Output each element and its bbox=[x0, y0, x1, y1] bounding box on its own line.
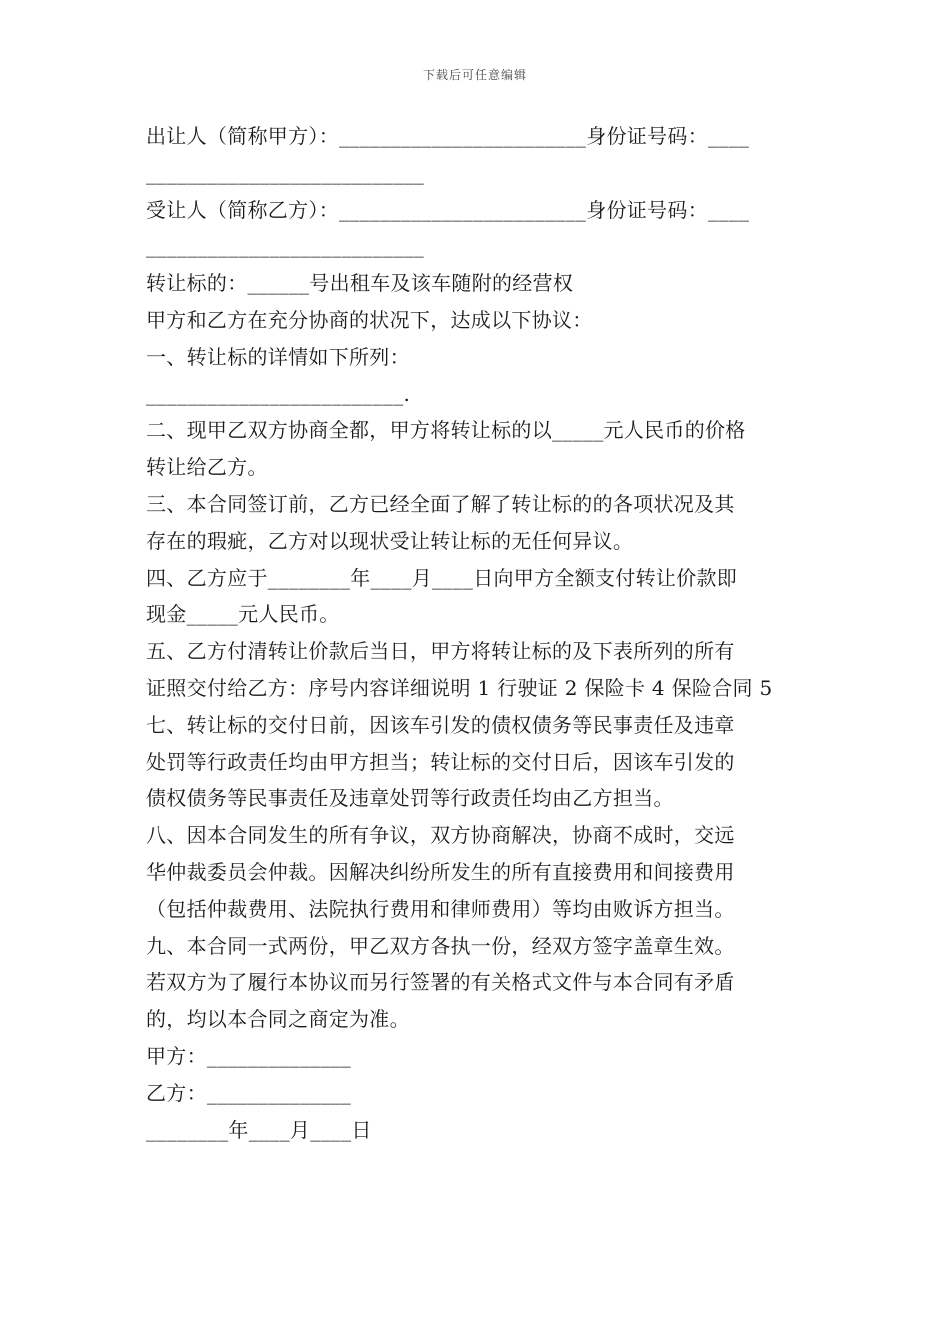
buyer-id-blank: ___________________________ bbox=[146, 234, 425, 259]
clause-7-line-1: 七、转让标的交付日前，因该车引发的债权债务等民事责任及违章 bbox=[146, 712, 735, 737]
clause-7-line-3: 债权债务等民事责任及违章处罚等行政责任均由乙方担当。 bbox=[146, 786, 674, 811]
clause-8-line-1: 八、因本合同发生的所有争议，双方协商解决，协商不成时，交远 bbox=[146, 823, 735, 848]
seller-id-blank: ___________________________ bbox=[146, 160, 425, 185]
page-header: 下载后可任意编辑 bbox=[422, 68, 527, 82]
clause-7-line-2: 处罚等行政责任均由甲方担当；转让标的交付日后，因该车引发的 bbox=[146, 749, 735, 774]
clause-9-line-2: 若双方为了履行本协议而另行签署的有关格式文件与本合同有矛盾 bbox=[146, 970, 735, 995]
clause-2-line-1: 二、现甲乙双方协商全都，甲方将转让标的以_____元人民币的价格 bbox=[146, 418, 746, 443]
clause-8-line-2: 华仲裁委员会仲裁。因解决纠纷所发生的所有直接费用和间接费用 bbox=[146, 859, 735, 884]
clause-9-line-1: 九、本合同一式两份，甲乙双方各执一份，经双方签字盖章生效。 bbox=[146, 933, 735, 958]
contract-body bbox=[146, 118, 811, 1148]
signature-party-a: 甲方：______________ bbox=[146, 1043, 352, 1068]
clause-4-line-2: 现金_____元人民币。 bbox=[146, 602, 340, 627]
intro-line: 甲方和乙方在充分协商的状况下，达成以下协议： bbox=[146, 307, 593, 332]
clause-8-line-3: （包括仲裁费用、法院执行费用和律师费用）等均由败诉方担当。 bbox=[146, 896, 735, 921]
subject-line: 转让标的：______号出租车及该车随附的经营权 bbox=[146, 271, 574, 296]
clause-4-line-1: 四、乙方应于________年____月____日向甲方全额支付转让价款即 bbox=[146, 565, 738, 590]
buyer-line: 受让人（简称乙方）：________________________身份证号码：____ bbox=[146, 197, 750, 222]
signature-date: ________年____月____日 bbox=[146, 1117, 372, 1142]
clause-3-line-2: 存在的瑕疵，乙方对以现状受让转让标的无任何异议。 bbox=[146, 528, 634, 553]
signature-party-b: 乙方：______________ bbox=[146, 1080, 352, 1105]
clause-1-blank: _________________________. bbox=[146, 381, 411, 406]
seller-line: 出让人（简称甲方）：________________________身份证号码：____ bbox=[146, 124, 750, 148]
clause-5-line-1: 五、乙方付清转让价款后当日，甲方将转让标的及下表所列的所有 bbox=[146, 639, 735, 664]
clause-5-line-2: 证照交付给乙方：序号内容详细说明 1 行驶证 2 保险卡 4 保险合同 5 bbox=[146, 675, 773, 700]
clause-3-line-1: 三、本合同签订前，乙方已经全面了解了转让标的的各项状况及其 bbox=[146, 491, 735, 516]
clause-2-line-2: 转让给乙方。 bbox=[146, 455, 268, 480]
clause-9-line-3: 的，均以本合同之商定为准。 bbox=[146, 1007, 410, 1032]
clause-1-title: 一、转让标的详情如下所列： bbox=[146, 344, 410, 369]
